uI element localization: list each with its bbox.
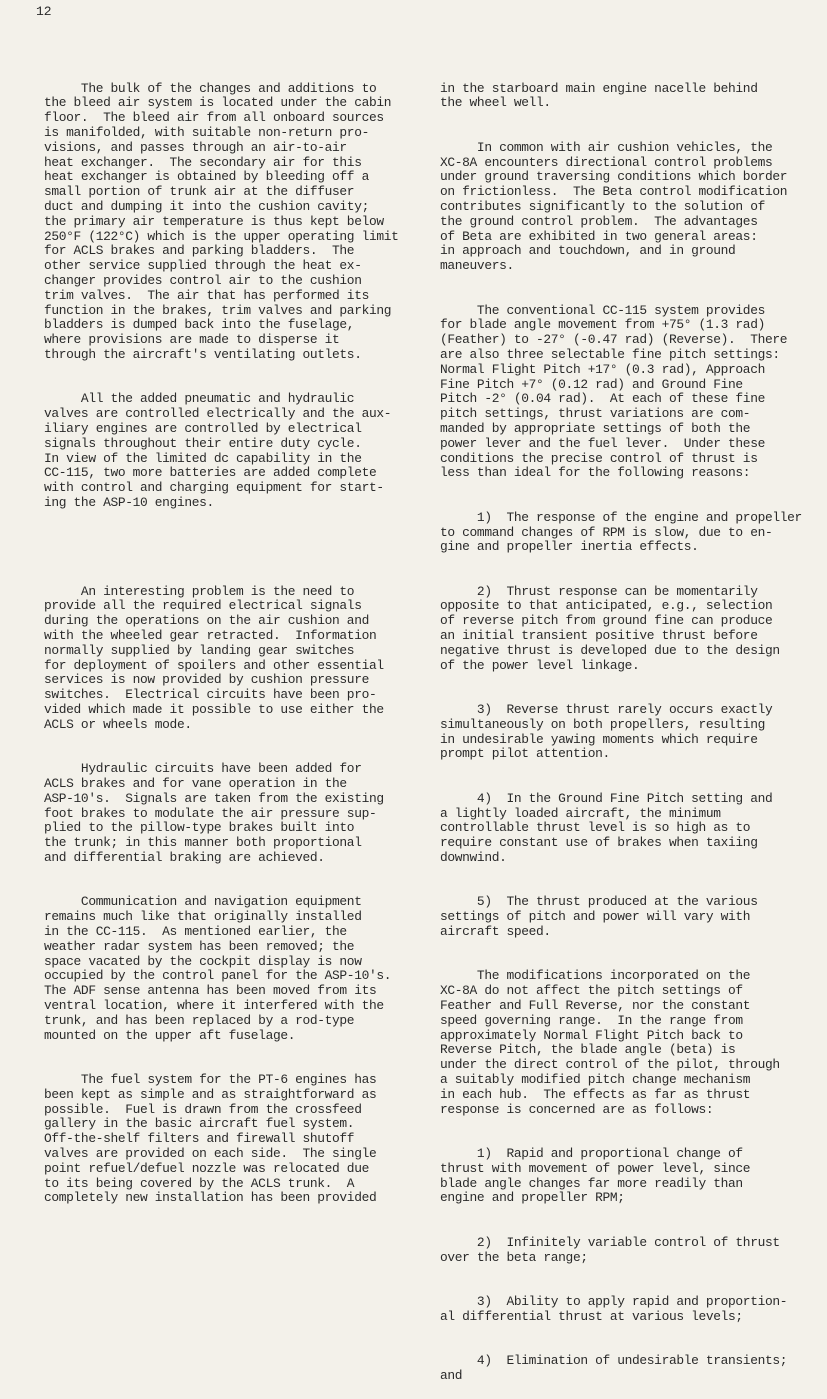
text-line: ing the ASP-10 engines. [44,494,214,510]
paragraph-modifications [440,969,824,1117]
effect-3 [440,1295,824,1325]
text-line: Feather and Full Reverse, nor the constant [440,998,751,1013]
text-line: heat exchanger is obtained by bleeding off a [44,169,369,185]
text-line: XC-8A encounters directional control problems [440,154,773,170]
text-line: speed governing range. In the range from [440,1012,743,1028]
paragraph-hydraulic-circuits [44,762,416,866]
text-line: settings of pitch and power will vary with [440,909,751,925]
reason-5 [440,895,824,939]
text-line: trunk, and has been replaced by a rod-type [44,1012,355,1028]
text-line: and [440,1367,463,1383]
text-line: the primary air temperature is thus kept below [44,213,384,229]
text-line: normally supplied by landing gear switches [44,642,355,658]
text-line: valves are provided on each side. The single [44,1145,377,1161]
text-line: under ground traversing conditions which border [440,169,788,185]
text-line: floor. The bleed air from all onboard sources [44,110,384,126]
text-line: provide all the required electrical signals [44,598,362,614]
text-line: Reverse Pitch, the blade angle (beta) is [440,1042,736,1058]
text-line: prompt pilot attention. [440,746,610,762]
text-line: the trunk; in this manner both proportional [44,835,362,851]
text-line: a suitably modified pitch change mechanism [440,1071,751,1087]
paragraph-electrical-signals [44,585,416,733]
text-line: ACLS brakes and for vane operation in the [44,776,347,792]
effect-1 [440,1147,824,1206]
text-line: engine and propeller RPM; [440,1190,625,1206]
text-line: visions, and passes through an air-to-air [44,139,347,155]
text-line: of the power level linkage. [440,657,640,673]
paragraph-cc115-system [440,304,824,482]
text-line: CC-115, two more batteries are added complete [44,465,377,481]
text-line: of Beta are exhibited in two general areas: [440,228,758,244]
text-line: in the CC-115. As mentioned earlier, the [44,924,347,940]
text-line: downwind. [440,850,507,866]
text-line: over the beta range; [440,1249,588,1265]
effect-4 [440,1354,824,1384]
text-line: iliary engines are controlled by electrical [44,420,362,436]
text-line: Hydraulic circuits have been added for [44,761,362,777]
text-line: under the direct control of the pilot, through [440,1057,780,1073]
text-line: al differential thrust at various levels; [440,1308,743,1324]
text-line: The bulk of the changes and additions to [44,80,377,96]
text-line: through the aircraft's ventilating outlets. [44,346,362,362]
effect-2 [440,1236,824,1266]
left-column [44,52,416,1221]
text-line: 2) Thrust response can be momentarily [440,583,758,599]
text-line: 4) Elimination of undesirable transients; [440,1353,788,1369]
text-line: require constant use of brakes when taxiing [440,835,758,851]
text-line: vided which made it possible to use either the [44,702,384,718]
text-line: 4) In the Ground Fine Pitch setting and [440,790,773,806]
text-line: occupied by the control panel for the ASP-10's. [44,968,392,984]
text-line: an initial transient positive thrust before [440,628,758,644]
text-line: maneuvers. [440,258,514,274]
text-line: manded by appropriate settings of both the [440,420,751,436]
text-line: for deployment of spoilers and other essential [44,657,384,673]
text-line: to its being covered by the ACLS trunk. A [44,1175,355,1191]
text-line: duct and dumping it into the cushion cavity; [44,198,369,214]
text-line: and differential braking are achieved. [44,850,325,866]
text-line: where provisions are made to disperse it [44,332,340,348]
text-line: the wheel well. [440,95,551,111]
text-line: controllable thrust level is so high as to [440,820,751,836]
paragraph-nacelle [440,82,824,112]
text-line: weather radar system has been removed; the [44,938,355,954]
text-line: Normal Flight Pitch +17° (0.3 rad), Approach [440,361,765,377]
text-line: changer provides control air to the cushion [44,272,362,288]
text-line: mounted on the upper aft fuselage. [44,1027,296,1043]
text-line: ventral location, where it interfered with the [44,998,384,1013]
text-line: been kept as simple and as straightforward as [44,1086,377,1102]
paragraph-communication [44,895,416,1043]
text-line: in the starboard main engine nacelle behind [440,80,758,96]
text-line: in approach and touchdown, and in ground [440,243,736,259]
text-line: other service supplied through the heat ex- [44,258,362,274]
page-number: 12 [36,4,52,19]
text-line: signals throughout their entire duty cycle. [44,435,362,451]
text-line: completely new installation has been provided [44,1190,377,1206]
paragraph-directional-control [440,141,824,274]
text-line: All the added pneumatic and hydraulic [44,391,355,407]
text-line: Pitch -2° (0.04 rad). At each of these fine [440,391,765,407]
text-line: In common with air cushion vehicles, the [440,139,773,155]
text-line: An interesting problem is the need to [44,583,355,599]
text-line: negative thrust is developed due to the design [440,642,780,658]
text-line: heat exchanger. The secondary air for this [44,154,362,170]
text-line: for ACLS brakes and parking bladders. The [44,243,355,259]
text-line: remains much like that originally installed [44,909,362,925]
text-line: The fuel system for the PT-6 engines has [44,1071,377,1087]
text-line: Communication and navigation equipment [44,894,362,910]
text-line: The conventional CC-115 system provides [440,302,765,318]
text-line: 3) Reverse thrust rarely occurs exactly [440,702,773,718]
text-line: of reverse pitch from ground fine can produce [440,613,773,629]
text-line: bladders is dumped back into the fuselage, [44,317,355,333]
text-line: during the operations on the air cushion and [44,613,369,629]
text-line: Fine Pitch +7° (0.12 rad) and Ground Fine [440,376,743,392]
text-line: ASP-10's. Signals are taken from the existing [44,790,384,806]
text-line: The modifications incorporated on the [440,968,751,984]
text-line: possible. Fuel is drawn from the crossfeed [44,1101,362,1117]
text-line: with the wheeled gear retracted. Information [44,628,377,644]
text-line: is manifolded, with suitable non-return pro- [44,124,369,140]
text-line: the bleed air system is located under the cabin [44,95,392,111]
text-line: 3) Ability to apply rapid and proportion- [440,1293,788,1309]
text-line: XC-8A do not affect the pitch settings of [440,983,743,999]
text-line: (Feather) to -27° (-0.47 rad) (Reverse). There [440,332,788,348]
text-line: the ground control problem. The advantages [440,213,758,229]
text-line: 5) The thrust produced at the various [440,894,758,910]
text-line: thrust with movement of power level, since [440,1160,751,1176]
text-line: simultaneously on both propellers, resulting [440,716,765,732]
text-line: power lever and the fuel lever. Under these [440,435,765,451]
text-line: pitch settings, thrust variations are com- [440,406,751,422]
text-line: 2) Infinitely variable control of thrust [440,1234,780,1250]
text-line: are also three selectable fine pitch settings: [440,346,780,362]
reason-4 [440,792,824,866]
right-column [440,52,824,1399]
text-line: foot brakes to modulate the air pressure sup- [44,805,377,821]
text-line: function in the brakes, trim valves and parking [44,302,392,318]
text-line: conditions the precise control of thrust is [440,450,758,466]
text-line: to command changes of RPM is slow, due to en- [440,524,773,540]
reason-3 [440,703,824,762]
text-line: response is concerned are as follows: [440,1101,714,1117]
text-line: 1) The response of the engine and propeller [440,509,802,525]
text-line: Off-the-shelf filters and firewall shutoff [44,1131,355,1147]
text-line: point refuel/defuel nozzle was relocated due [44,1160,369,1176]
text-line: blade angle changes far more readily than [440,1175,743,1191]
text-line: less than ideal for the following reasons: [440,465,751,481]
text-line: aircraft speed. [440,924,551,940]
text-line: In view of the limited dc capability in the [44,450,362,466]
paragraph-bleed-air [44,82,416,363]
text-line: gine and propeller inertia effects. [440,539,699,555]
text-line: a lightly loaded aircraft, the minimum [440,805,721,821]
text-line: contributes significantly to the solution of [440,198,765,214]
text-line: opposite to that anticipated, e.g., selection [440,598,773,614]
text-line: The ADF sense antenna has been moved from its [44,983,377,999]
text-line: in each hub. The effects as far as thrust [440,1086,751,1102]
reason-1 [440,511,824,555]
text-line: gallery in the basic aircraft fuel system. [44,1116,355,1132]
text-line: plied to the pillow-type brakes built into [44,820,355,836]
text-line: small portion of trunk air at the diffuser [44,184,355,200]
text-line: with control and charging equipment for start- [44,480,384,496]
reason-2 [440,585,824,674]
paragraph-fuel-system [44,1073,416,1206]
text-line: switches. Electrical circuits have been pro- [44,687,377,703]
text-line: approximately Normal Flight Pitch back to [440,1027,743,1043]
text-line: trim valves. The air that has performed its [44,287,369,303]
text-line: on frictionless. The Beta control modification [440,184,788,200]
text-line: for blade angle movement from +75° (1.3 rad) [440,317,765,333]
paragraph-pneumatic-hydraulic [44,392,416,510]
text-line: ACLS or wheels mode. [44,716,192,732]
text-line: valves are controlled electrically and the aux- [44,406,392,422]
text-line: space vacated by the cockpit display is now [44,953,362,969]
text-line: 1) Rapid and proportional change of [440,1145,743,1161]
text-line: services is now provided by cushion pressure [44,672,369,688]
text-line: 250°F (122°C) which is the upper operating limit [44,228,399,244]
text-line: in undesirable yawing moments which require [440,731,758,747]
